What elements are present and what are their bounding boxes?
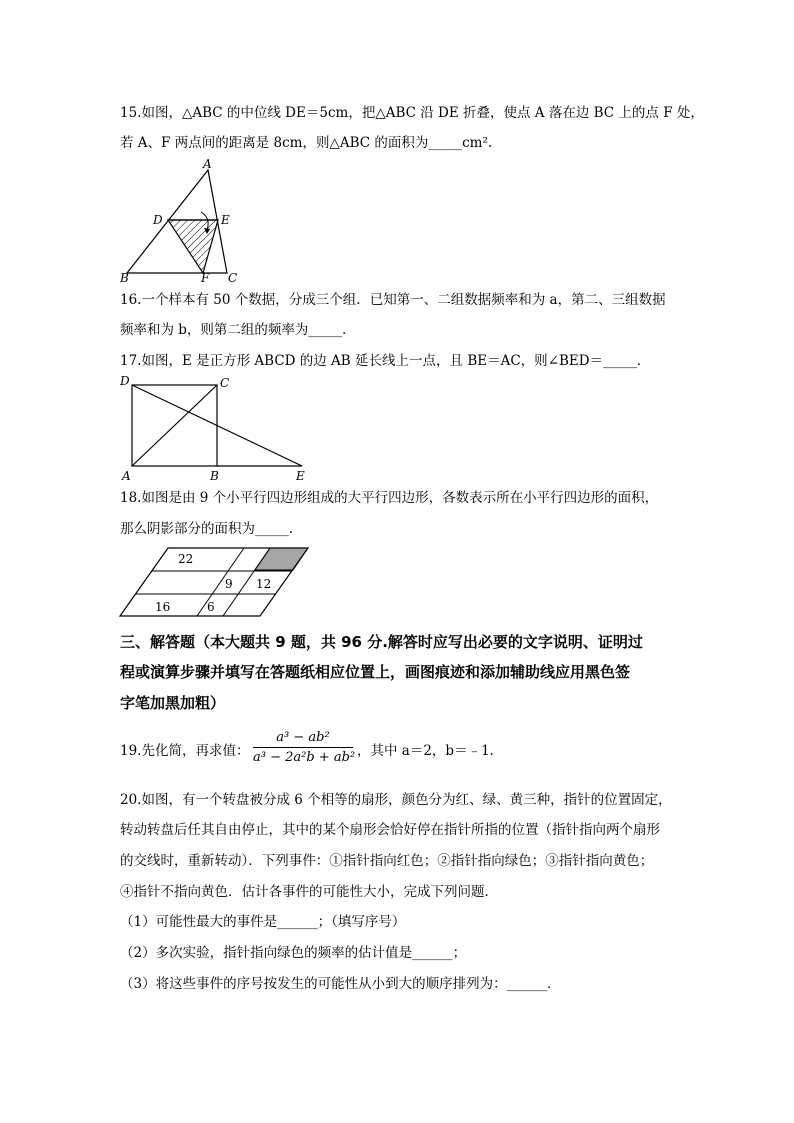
q20-sub3: （3）将这些事件的序号按发生的可能性从小到大的顺序排列为：______．: [120, 976, 561, 992]
cell-6: 6: [207, 600, 215, 614]
cell-22: 22: [178, 552, 194, 566]
cell-9: 9: [225, 577, 233, 591]
folded-triangle-def: [168, 220, 218, 273]
q16-line1: 16.一个样本有 50 个数据，分成三个组．已知第一、二组数据频率和为 a，第二、三组数据: [120, 292, 666, 308]
q19-denominator: a³ − 2a²b + ab²: [253, 750, 356, 765]
column-line-1: [197, 548, 244, 616]
label-d: D: [153, 213, 163, 227]
label-a: A: [122, 469, 131, 483]
q20-line2: 转动转盘后任其自由停止，其中的某个扇形会恰好停在指针所指的位置（指针指向两个扇形: [120, 822, 660, 838]
section3-heading-line1: 三、解答题（本大题共 9 题，共 96 分.解答时应写出必要的文字说明、证明过: [120, 633, 643, 651]
q15-triangle-figure: [115, 158, 255, 283]
q19-suffix: ，其中 a＝2，b＝﹣1．: [357, 743, 504, 759]
diagonal-ac: [132, 385, 217, 466]
q20-line4: ④指针不指向黄色．估计各事件的可能性大小，完成下列问题．: [120, 884, 498, 900]
section3-heading-line3: 字笔加黑加粗）: [120, 694, 226, 712]
q18-line2: 那么阴影部分的面积为_____．: [120, 521, 303, 537]
q17-line1: 17.如图，E 是正方形 ABCD 的边 AB 延长线上一点，且 BE＝AC，则∠BED＝_____．: [120, 353, 651, 369]
label-e: E: [221, 213, 230, 227]
q19-fraction: [253, 730, 356, 765]
q15-line2: 若 A、F 两点间的距离是 8cm，则△ABC 的面积为_____cm².: [120, 135, 493, 151]
q20-sub2: （2）多次实验，指针指向绿色的频率的估计值是______；: [120, 945, 467, 961]
q20-line3: 的交线时，重新转动）．下列事件：①指针指向红色；②指针指向绿色；③指针指向黄色；: [120, 853, 654, 869]
q17-square-figure: [115, 373, 315, 483]
q19-numerator: a³ − ab²: [276, 730, 330, 745]
q15-line1: 15.如图，△ABC 的中位线 DE＝5cm，把△ABC 沿 DE 折叠，使点 A 落在边 BC 上的点 F 处，: [120, 105, 704, 121]
label-b: B: [210, 469, 219, 483]
label-e: E: [296, 469, 305, 483]
q20-line1: 20.如图，有一个转盘被分成 6 个相等的扇形，颜色分为红、绿、黄三种，指针的位置固定，: [120, 792, 672, 808]
q20-sub1: （1）可能性最大的事件是______；（填写序号）: [120, 914, 406, 930]
q19-prefix: 19.先化简，再求值：: [120, 743, 250, 759]
label-b: B: [120, 271, 129, 285]
label-d: D: [120, 374, 130, 388]
cell-12: 12: [256, 577, 272, 591]
label-c: C: [220, 376, 230, 390]
label-c: C: [228, 271, 238, 285]
q18-parallelogram-figure: [115, 545, 315, 620]
label-f: F: [201, 271, 210, 285]
q18-line1: 18.如图是由 9 个小平行四边形组成的大平行四边形，各数表示所在小平行四边形的面积，: [120, 490, 659, 506]
section3-heading-line2: 程或演算步骤并填写在答题纸相应位置上，画图痕迹和添加辅助线应用黑色签: [120, 663, 631, 681]
cell-16: 16: [155, 600, 171, 614]
label-a: A: [203, 157, 212, 171]
q16-line2: 频率和为 b，则第二组的频率为_____．: [120, 322, 356, 338]
fraction-bar: [253, 747, 353, 748]
